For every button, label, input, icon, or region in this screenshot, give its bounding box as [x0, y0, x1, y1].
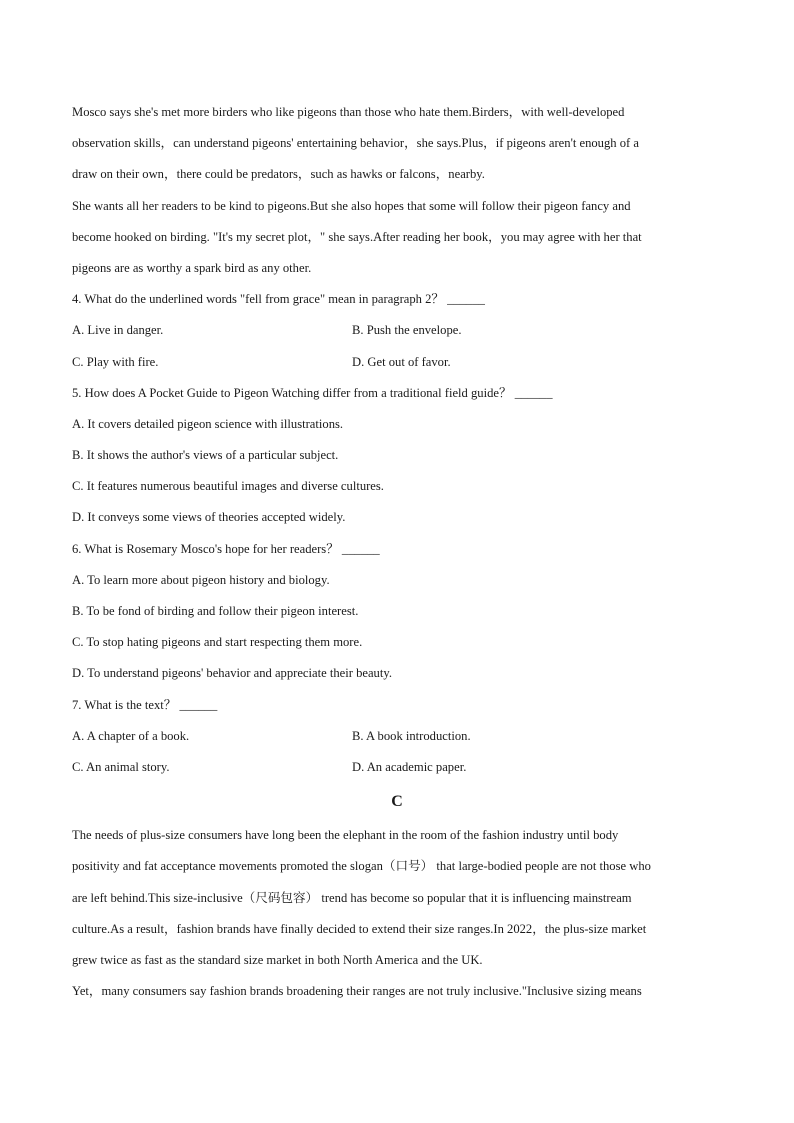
paragraph-line: Yet，many consumers say fashion brands broadening their ranges are not truly inclusive."Inclusive sizing means: [72, 984, 642, 999]
option-row: [72, 752, 722, 783]
option-c: C. An animal story.: [72, 759, 170, 774]
option-b: B. Push the envelope.: [352, 323, 462, 338]
document-page: [72, 97, 722, 1007]
paragraph-line: draw on their own，there could be predators，such as hawks or falcons，nearby.: [72, 167, 485, 182]
option-b: B. To be fond of birding and follow their pigeon interest.: [72, 604, 359, 618]
option-row: [72, 347, 722, 378]
option-a: A. A chapter of a book.: [72, 728, 190, 743]
option-b: B. A book introduction.: [352, 728, 471, 743]
question-stem: 6. What is Rosemary Mosco's hope for her readers？ ______: [72, 541, 380, 556]
paragraph-line: positivity and fat acceptance movements promoted the slogan（口号） that large-bodied people are not those who: [72, 859, 651, 874]
option-c: C. Play with fire.: [72, 354, 159, 369]
paragraph-line: observation skills，can understand pigeons' entertaining behavior，she says.Plus，if pigeons aren't enough of a: [72, 136, 639, 151]
paragraph-line: grew twice as fast as the standard size market in both North America and the UK.: [72, 952, 483, 967]
option-c: C. It features numerous beautiful images and diverse cultures.: [72, 479, 384, 494]
question-stem: 4. What do the underlined words "fell from grace" mean in paragraph 2？ ______: [72, 292, 485, 307]
paragraph-line: culture.As a result，fashion brands have finally decided to extend their size ranges.In 2022，the plus-size market: [72, 921, 647, 936]
question-5: [72, 378, 722, 534]
option-a: A. It covers detailed pigeon science with illustrations.: [72, 416, 344, 431]
option-row: [72, 721, 722, 752]
passage-c: [72, 820, 722, 1007]
question-7: [72, 690, 722, 784]
paragraph-line: Mosco says she's met more birders who like pigeons than those who hate them.Birders，with well-developed: [72, 105, 625, 119]
paragraph-line: She wants all her readers to be kind to pigeons.But she also hopes that some will follow their pigeon fancy and: [72, 198, 631, 213]
passage-b-end: [72, 97, 722, 284]
option-d: D. To understand pigeons' behavior and appreciate their beauty.: [72, 666, 392, 681]
question-6: [72, 534, 722, 690]
paragraph-line: become hooked on birding. "It's my secret plot，" she says.After reading her book，you may agree with her that: [72, 229, 642, 244]
option-b: B. It shows the author's views of a particular subject.: [72, 448, 339, 463]
paragraph-line: are left behind.This size-inclusive（尺码包容） trend has become so popular that it is influencing mainstream: [72, 890, 632, 905]
paragraph-line: The needs of plus-size consumers have long been the elephant in the room of the fashion industry until body: [72, 828, 619, 843]
question-4: [72, 284, 722, 378]
question-stem: 5. How does A Pocket Guide to Pigeon Watching differ from a traditional field guide？ ______: [72, 385, 553, 400]
option-d: D. It conveys some views of theories accepted widely.: [72, 510, 346, 525]
option-a: A. To learn more about pigeon history and biology.: [72, 572, 330, 587]
question-stem: 7. What is the text？ ______: [72, 697, 218, 712]
paragraph-line: pigeons are as worthy a spark bird as any other.: [72, 260, 312, 275]
option-d: D. Get out of favor.: [352, 354, 451, 369]
section-heading-c: C: [391, 793, 403, 811]
option-a: A. Live in danger.: [72, 323, 164, 338]
option-row: [72, 315, 722, 346]
option-c: C. To stop hating pigeons and start respecting them more.: [72, 635, 363, 650]
option-d: D. An academic paper.: [352, 759, 467, 774]
